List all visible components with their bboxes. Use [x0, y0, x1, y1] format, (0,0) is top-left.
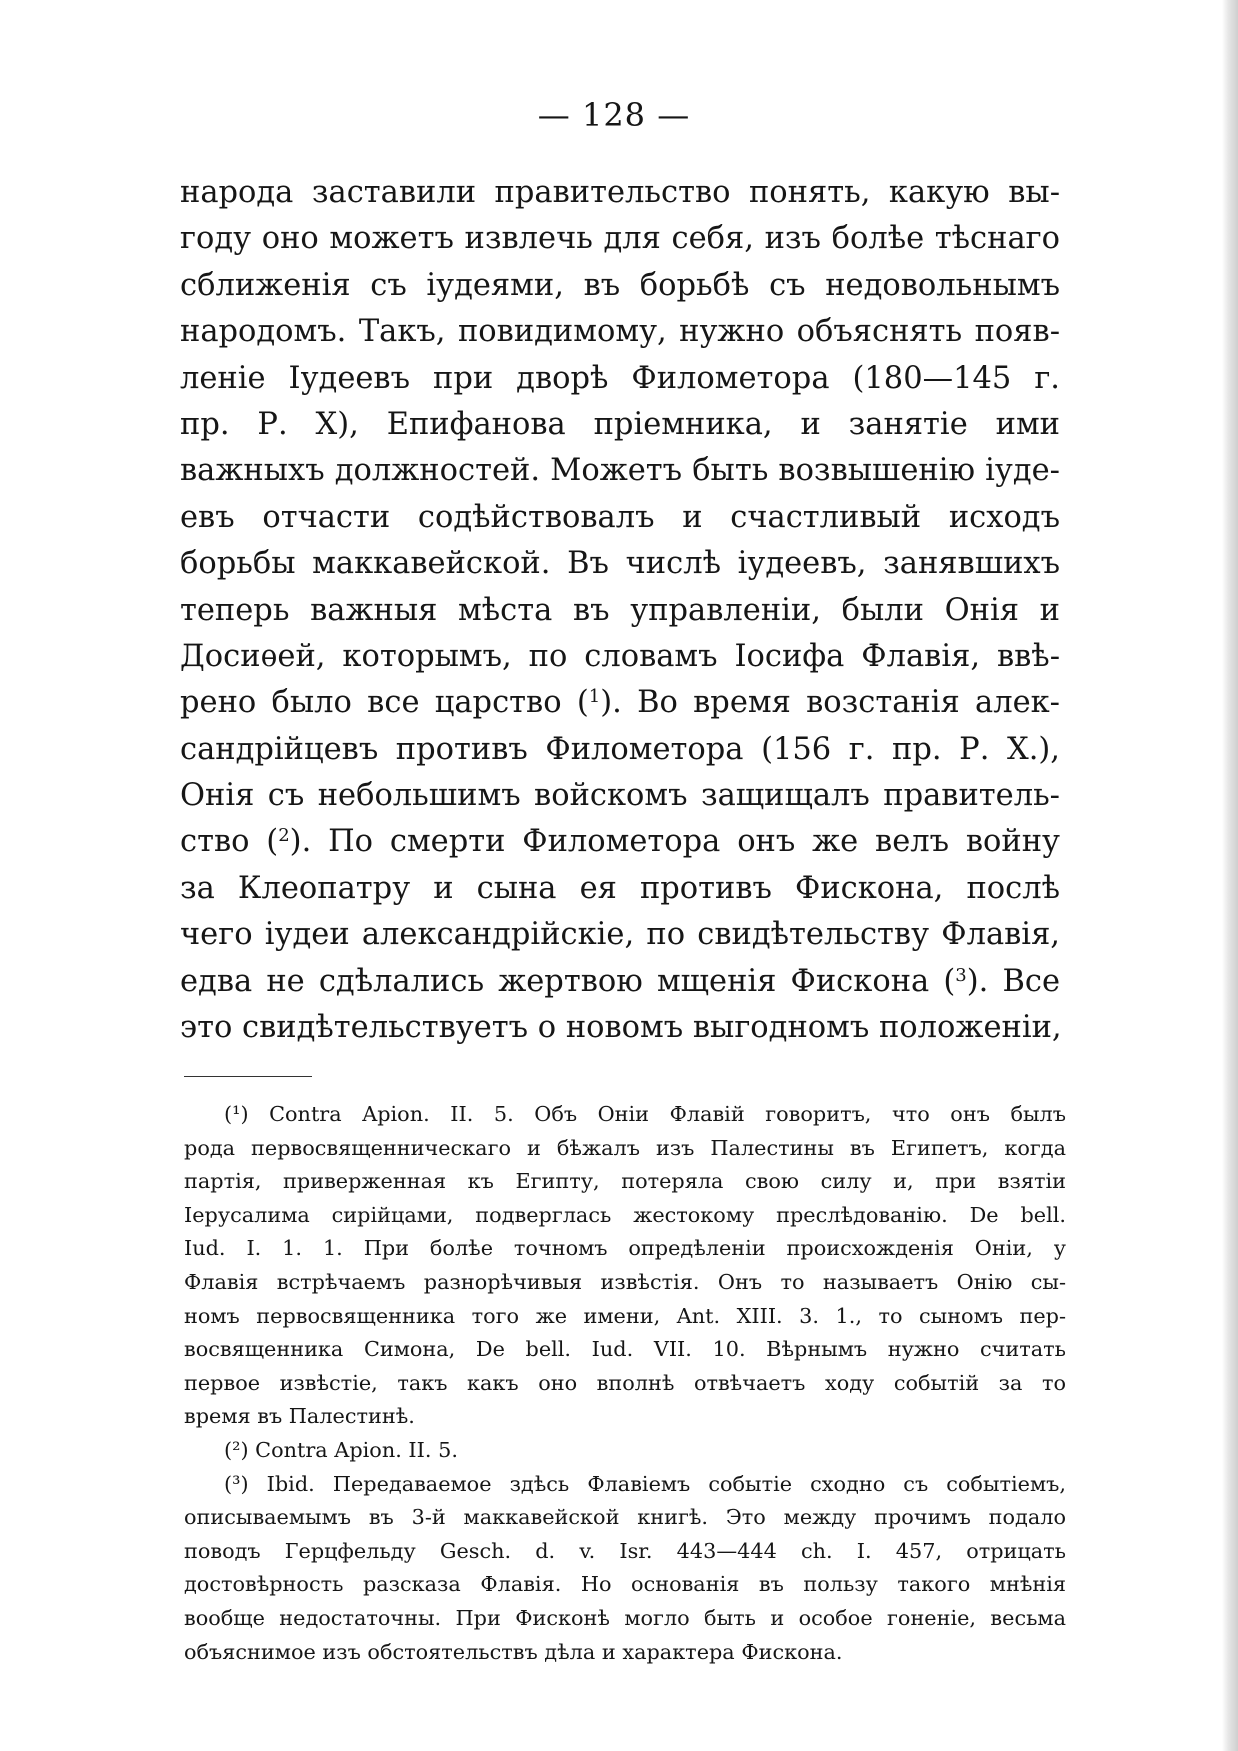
footnote-line: (³) Ibid. Передаваемое здѣсь Флавіемъ событіе сходно съ событіемъ, [224, 1471, 1066, 1496]
footnote-line: восвященника Симона, De bell. Iud. VII. 10. Вѣрнымъ нужно считать [184, 1337, 1066, 1362]
text-segment: Досиѳей, которымъ, по словамъ Іосифа Флавія, ввѣ- [180, 638, 1060, 674]
text-line [180, 866, 1060, 912]
text-line [180, 309, 1060, 355]
footnote-line: достовѣрность разсказа Флавія. Но основанія въ пользу такого мнѣнія [184, 1572, 1066, 1597]
text-segment: леніе Іудеевъ при дворѣ Филометора (180—145 г. [180, 360, 1060, 396]
text-line [180, 680, 1060, 726]
text-segment: за Клеопатру и сына ея противъ Фискона, послѣ [180, 870, 1060, 906]
footnote-line: первое извѣстіе, такъ какъ оно вполнѣ отвѣчаетъ ходу событій за то [184, 1370, 1066, 1395]
footnote-line: время въ Палестинѣ. [184, 1404, 415, 1429]
text-line [180, 912, 1060, 958]
text-line [180, 448, 1060, 494]
text-segment: сандрійцевъ противъ Филометора (156 г. пр. Р. Х.), [180, 731, 1060, 767]
text-segment: ). Все [966, 963, 1061, 999]
footnote-line: номъ первосвященника того же имени, Ant. XIII. 3. 1., то сыномъ пер- [184, 1303, 1066, 1328]
footnote-line: Іерусалима сирійцами, подверглась жестокому преслѣдованію. De bell. [184, 1202, 1066, 1227]
footnote-line: объяснимое изъ обстоятельствъ дѣла и характера Фискона. [184, 1639, 843, 1664]
main-text [180, 170, 1060, 1051]
text-segment: Онія съ небольшимъ войскомъ защищалъ правитель- [180, 778, 1060, 814]
text-segment: народа заставили правительство понять, какую вы- [180, 175, 1060, 210]
text-line [180, 634, 1060, 680]
text-segment: едва не сдѣлались жертвою мщенія Фискона ( [180, 963, 956, 999]
text-segment: рено было все царство ( [180, 685, 589, 721]
text-segment: важныхъ должностей. Можетъ быть возвышенію іуде- [180, 453, 1060, 489]
footnote-line: (¹) Contra Apion. II. 5. Объ Оніи Флавій говоритъ, что онъ былъ [224, 1102, 1066, 1126]
text-segment: борьбы маккавейской. Въ числѣ іудеевъ, занявшихъ [180, 546, 1060, 582]
footnote-reference: 2 [278, 825, 290, 847]
text-line [180, 588, 1060, 634]
footnote-line: поводъ Герцфельду Gesch. d. v. Isr. 443—444 ch. I. 457, отрицать [184, 1538, 1066, 1563]
text-segment: теперь важныя мѣста въ управленіи, были Онія и [180, 592, 1060, 628]
footnote-line: (²) Contra Apion. II. 5. [224, 1437, 458, 1462]
text-segment: сближенія съ іудеями, въ борьбѣ съ недовольнымъ [180, 267, 1060, 303]
footnotes [184, 1098, 1066, 1669]
footnote-line: вообще недостаточны. При Фисконѣ могло быть и особое гоненіе, весьма [184, 1605, 1066, 1630]
page-edge-shadow [1222, 0, 1238, 1751]
text-segment: это свидѣтельствуетъ о новомъ выгодномъ положеніи, [180, 1010, 1062, 1046]
text-line [180, 356, 1060, 402]
text-line [180, 216, 1060, 262]
footnote-line: Iud. I. 1. 1. При болѣе точномъ опредѣленіи происхожденія Оніи, у [184, 1236, 1066, 1261]
text-segment: народомъ. Такъ, повидимому, нужно объяснять появ- [180, 314, 1060, 350]
text-line [180, 541, 1060, 587]
footnote-reference: 3 [955, 964, 967, 986]
text-line [180, 495, 1060, 541]
text-line [180, 727, 1060, 773]
footnote-line: описываемымъ въ 3-й маккавейской книгѣ. Это между прочимъ подало [184, 1505, 1066, 1530]
footnote-reference: 1 [588, 686, 601, 708]
footnote-line: партія, приверженная къ Египту, потеряла свою силу и, при взятіи [184, 1169, 1066, 1194]
text-segment: пр. Р. Х), Епифанова пріемника, и занятіе ими [180, 406, 1060, 442]
text-line [180, 773, 1060, 819]
text-line [180, 1005, 1060, 1051]
text-line [180, 959, 1060, 1005]
footnote-separator [184, 1076, 312, 1077]
text-segment: ство ( [180, 824, 279, 860]
footnote-line: Флавія встрѣчаемъ разнорѣчивыя извѣстія. Онъ то называетъ Онію сы- [184, 1269, 1066, 1294]
text-segment: году оно можетъ извлечь для себя, изъ болѣе тѣснаго [180, 221, 1060, 257]
text-segment: ). Во время возстанія алек- [600, 685, 1060, 721]
text-segment: евъ отчасти содѣйствовалъ и счастливый исходъ [180, 499, 1060, 535]
text-line [180, 402, 1060, 448]
text-segment: чего іудеи александрійскіе, по свидѣтельству Флавія, [180, 917, 1060, 953]
text-line [180, 170, 1060, 216]
page-number: — 128 — [537, 96, 691, 134]
text-segment: ). По смерти Филометора онъ же велъ войну [289, 824, 1060, 860]
text-line [180, 819, 1060, 865]
text-line [180, 263, 1060, 309]
footnote-line: рода первосвященническаго и бѣжалъ изъ Палестины въ Египетъ, когда [184, 1135, 1066, 1160]
